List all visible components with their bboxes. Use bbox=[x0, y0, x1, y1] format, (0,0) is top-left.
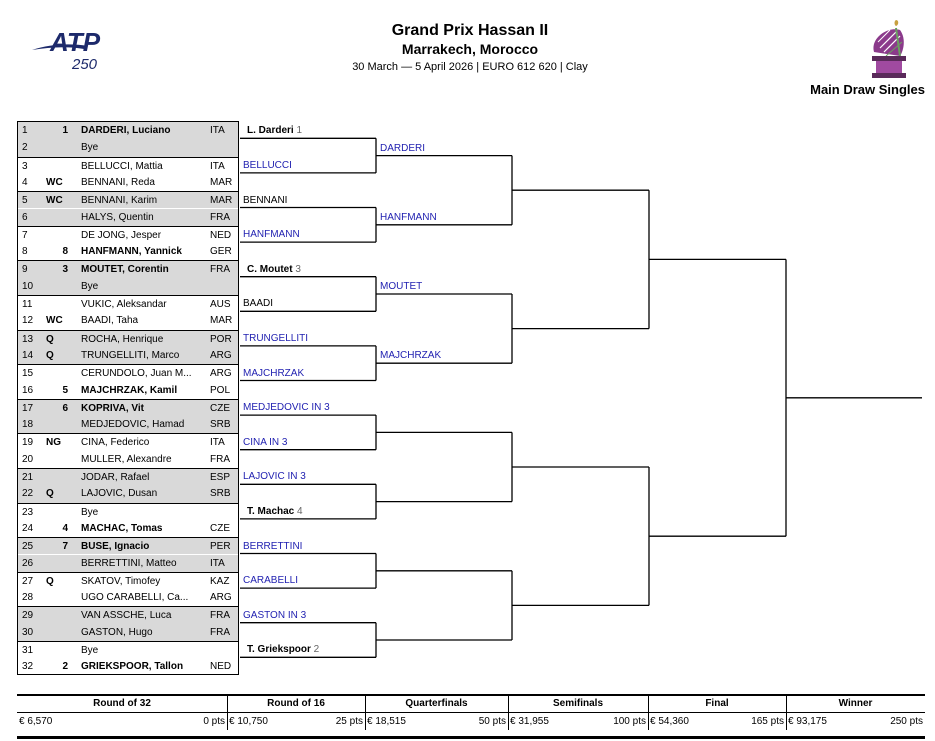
player-name: Bye bbox=[81, 142, 99, 154]
prize-round-header: Winner bbox=[838, 698, 873, 709]
tournament-location: Marrakech, Morocco bbox=[401, 41, 539, 57]
draw-entry-row bbox=[18, 122, 238, 139]
draw-entry-row bbox=[18, 399, 238, 416]
winner-name: T. Griekspoor bbox=[247, 644, 311, 656]
winner-name: BAADI bbox=[243, 298, 274, 310]
tournament-title: Grand Prix Hassan II bbox=[391, 22, 549, 39]
entry-status: WC bbox=[46, 195, 63, 207]
draw-entry-row bbox=[18, 555, 238, 572]
player-country: FRA bbox=[210, 626, 230, 638]
player-country: ITA bbox=[210, 125, 225, 136]
round-of-16-entry bbox=[243, 298, 273, 309]
winner-name: C. Moutet bbox=[247, 263, 293, 275]
draw-position: 31 bbox=[22, 645, 34, 656]
draw-position: 3 bbox=[22, 160, 28, 172]
draw-entry-row bbox=[18, 330, 238, 347]
player-name: MACHAC, Tomas bbox=[81, 522, 163, 534]
prize-money: € 31,955 bbox=[510, 716, 549, 727]
seed-number: 3 bbox=[62, 264, 68, 276]
player-name: SKATOV, Timofey bbox=[81, 575, 161, 587]
ranking-points: 165 pts bbox=[751, 716, 784, 727]
player-country: ARG bbox=[210, 349, 232, 361]
player-name: CINA, Federico bbox=[81, 437, 150, 449]
player-name: Bye bbox=[81, 280, 99, 292]
prize-round-header: Semifinals bbox=[552, 698, 604, 709]
draw-position: 12 bbox=[22, 315, 34, 327]
draw-position: 13 bbox=[22, 333, 34, 345]
draw-position: 7 bbox=[22, 229, 28, 241]
trophy-icon bbox=[866, 16, 914, 80]
draw-position: 15 bbox=[22, 368, 34, 380]
draw-entry-row bbox=[18, 347, 238, 364]
player-country: POR bbox=[210, 333, 232, 345]
winner-name: LAJOVIC IN 3 bbox=[243, 471, 306, 483]
entry-status: WC bbox=[46, 176, 63, 188]
draw-entry-row bbox=[18, 433, 238, 450]
ranking-points: 50 pts bbox=[478, 716, 506, 727]
player-name: TRUNGELLITI, Marco bbox=[81, 349, 180, 361]
round-of-16-entry bbox=[243, 610, 306, 621]
round-of-16-entry bbox=[243, 437, 287, 448]
draw-type-label: Main Draw Singles bbox=[810, 82, 925, 97]
round-of-16-entry bbox=[243, 541, 302, 552]
quarterfinal-entry bbox=[380, 143, 425, 154]
draw-position: 17 bbox=[22, 402, 34, 414]
draw-entry-row bbox=[18, 278, 238, 295]
draw-entry-row bbox=[18, 364, 238, 381]
entry-status: Q bbox=[46, 349, 54, 361]
winner-name: GASTON IN 3 bbox=[243, 609, 307, 621]
player-name: JODAR, Rafael bbox=[81, 472, 150, 483]
player-name: GRIEKSPOOR, Tallon bbox=[81, 661, 184, 673]
player-country: PER bbox=[210, 541, 231, 553]
seed-number: 4 bbox=[62, 522, 68, 534]
player-country: POL bbox=[210, 384, 231, 396]
player-name: MAJCHRZAK, Kamil bbox=[81, 384, 178, 396]
prize-money: € 54,360 bbox=[650, 716, 689, 727]
player-name: UGO CARABELLI, Ca... bbox=[81, 592, 189, 604]
entry-status: Q bbox=[46, 333, 54, 345]
player-country: GER bbox=[210, 246, 232, 258]
prize-column-divider bbox=[365, 696, 366, 730]
prize-round-header: Round of 32 bbox=[93, 698, 151, 709]
prize-column-divider bbox=[786, 696, 787, 730]
draw-table bbox=[17, 121, 239, 675]
player-country: FRA bbox=[210, 264, 230, 276]
player-name: GASTON, Hugo bbox=[81, 626, 153, 638]
player-country: MAR bbox=[210, 195, 233, 207]
draw-position: 1 bbox=[22, 125, 28, 136]
seed-number: 7 bbox=[62, 541, 68, 553]
player-name: CERUNDOLO, Juan M... bbox=[81, 368, 192, 380]
prize-money: € 6,570 bbox=[19, 716, 53, 727]
ranking-points: 250 pts bbox=[890, 716, 923, 727]
player-country: NED bbox=[210, 661, 232, 673]
winner-name: CARABELLI bbox=[243, 575, 299, 587]
winner-seed: 4 bbox=[294, 505, 303, 517]
prize-round-header: Quarterfinals bbox=[405, 698, 468, 709]
entry-status: Q bbox=[46, 575, 54, 587]
player-country: ARG bbox=[210, 368, 232, 380]
draw-position: 8 bbox=[22, 246, 28, 258]
winner-name: HANFMANN bbox=[380, 211, 437, 223]
winner-name: BENNANI bbox=[243, 194, 288, 206]
draw-entry-row bbox=[18, 624, 238, 641]
draw-entry-row bbox=[18, 451, 238, 468]
player-country: FRA bbox=[210, 211, 230, 223]
player-country: ITA bbox=[210, 437, 225, 449]
draw-position: 14 bbox=[22, 349, 34, 361]
draw-position: 20 bbox=[22, 453, 34, 465]
winner-name: L. Darderi bbox=[247, 125, 294, 137]
prize-column-divider bbox=[227, 696, 228, 730]
draw-entry-row bbox=[18, 416, 238, 433]
draw-position: 21 bbox=[22, 472, 34, 483]
seed-number: 5 bbox=[62, 384, 68, 396]
draw-entry-row bbox=[18, 243, 238, 260]
player-country: FRA bbox=[210, 453, 230, 465]
player-country: SRB bbox=[210, 419, 231, 431]
draw-position: 25 bbox=[22, 541, 34, 553]
player-name: BELLUCCI, Mattia bbox=[81, 160, 163, 172]
seed-number: 1 bbox=[62, 125, 68, 136]
draw-position: 22 bbox=[22, 488, 34, 500]
winner-seed: 2 bbox=[310, 644, 320, 656]
winner-name: T. Machac bbox=[247, 505, 295, 517]
draw-entry-row bbox=[18, 572, 238, 589]
seed-number: 8 bbox=[62, 246, 68, 258]
ranking-points: 25 pts bbox=[335, 716, 363, 727]
player-name: LAJOVIC, Dusan bbox=[81, 488, 158, 500]
player-name: DARDERI, Luciano bbox=[81, 125, 171, 136]
winner-name: MEDJEDOVIC IN 3 bbox=[243, 402, 330, 414]
player-name: BENNANI, Karim bbox=[81, 195, 158, 207]
player-name: MEDJEDOVIC, Hamad bbox=[81, 419, 185, 431]
round-of-16-entry bbox=[243, 160, 292, 171]
player-country: CZE bbox=[210, 522, 230, 534]
winner-name: MAJCHRZAK bbox=[380, 350, 442, 362]
winner-name: BERRETTINI bbox=[243, 540, 303, 552]
quarterfinal-entry bbox=[380, 281, 422, 292]
player-country: ESP bbox=[210, 472, 231, 483]
player-country: SRB bbox=[210, 488, 231, 500]
round-of-16-entry bbox=[243, 333, 308, 344]
entry-status: NG bbox=[46, 437, 61, 449]
draw-position: 16 bbox=[22, 384, 34, 396]
winner-name: BELLUCCI bbox=[243, 159, 292, 171]
draw-entry-row bbox=[18, 191, 238, 208]
draw-position: 18 bbox=[22, 419, 34, 431]
winner-name: TRUNGELLITI bbox=[243, 332, 309, 344]
draw-position: 19 bbox=[22, 437, 34, 449]
entry-status: WC bbox=[46, 315, 63, 327]
player-country: ARG bbox=[210, 592, 232, 604]
winner-seed: 3 bbox=[292, 263, 301, 275]
player-name: BUSE, Ignacio bbox=[81, 541, 150, 553]
draw-position: 9 bbox=[22, 264, 28, 276]
draw-position: 28 bbox=[22, 592, 34, 604]
draw-position: 2 bbox=[22, 142, 28, 154]
prize-column-divider bbox=[648, 696, 649, 730]
round-of-16-entry bbox=[247, 125, 302, 136]
player-name: BAADI, Taha bbox=[81, 315, 139, 327]
draw-entry-row bbox=[18, 226, 238, 243]
player-country: FRA bbox=[210, 610, 230, 622]
atp-250-logo bbox=[30, 24, 120, 74]
draw-position: 11 bbox=[22, 299, 33, 310]
player-country: ITA bbox=[210, 557, 225, 569]
ranking-points: 100 pts bbox=[613, 716, 646, 727]
prize-money: € 93,175 bbox=[788, 716, 827, 727]
player-name: BENNANI, Reda bbox=[81, 176, 155, 188]
prize-column-divider bbox=[508, 696, 509, 730]
draw-entry-row bbox=[18, 312, 238, 329]
draw-entry-row bbox=[18, 520, 238, 537]
round-of-16-entry bbox=[243, 195, 287, 206]
draw-position: 6 bbox=[22, 211, 28, 223]
draw-position: 10 bbox=[22, 280, 34, 292]
draw-position: 26 bbox=[22, 557, 34, 569]
draw-position: 4 bbox=[22, 176, 28, 188]
player-name: VAN ASSCHE, Luca bbox=[81, 610, 172, 622]
quarterfinal-entry bbox=[380, 350, 441, 361]
draw-entry-row bbox=[18, 606, 238, 623]
player-country: ITA bbox=[210, 160, 225, 172]
draw-entry-row bbox=[18, 468, 238, 485]
draw-entry-row bbox=[18, 174, 238, 191]
round-of-16-entry bbox=[243, 368, 304, 379]
atp-logo-250: 250 bbox=[72, 56, 98, 73]
player-name: KOPRIVA, Vit bbox=[81, 402, 144, 414]
player-name: HALYS, Quentin bbox=[81, 211, 154, 223]
draw-position: 27 bbox=[22, 575, 34, 587]
winner-name: DARDERI bbox=[380, 142, 426, 154]
draw-entry-row bbox=[18, 295, 238, 312]
player-name: Bye bbox=[81, 645, 99, 656]
player-name: HANFMANN, Yannick bbox=[81, 246, 182, 258]
draw-entry-row bbox=[18, 157, 238, 174]
draw-position: 32 bbox=[22, 661, 34, 673]
draw-entry-row bbox=[18, 382, 238, 399]
round-of-16-entry bbox=[243, 402, 330, 413]
winner-name: HANFMANN bbox=[243, 229, 300, 241]
draw-entry-row bbox=[18, 641, 238, 658]
player-country: CZE bbox=[210, 402, 230, 414]
prize-money: € 10,750 bbox=[229, 716, 268, 727]
winner-seed: 1 bbox=[293, 125, 303, 137]
round-of-16-entry bbox=[247, 264, 301, 275]
entry-status: Q bbox=[46, 488, 54, 500]
draw-position: 5 bbox=[22, 195, 28, 207]
draw-entry-row bbox=[18, 503, 238, 520]
draw-entry-row bbox=[18, 209, 238, 226]
draw-entry-row bbox=[18, 589, 238, 606]
round-of-16-entry bbox=[247, 506, 303, 517]
prize-money: € 18,515 bbox=[367, 716, 406, 727]
draw-position: 29 bbox=[22, 610, 34, 622]
player-country: KAZ bbox=[210, 575, 230, 587]
round-of-16-entry bbox=[243, 471, 306, 482]
prize-round-header: Final bbox=[705, 698, 729, 709]
player-country: MAR bbox=[210, 176, 233, 188]
player-name: MULLER, Alexandre bbox=[81, 453, 172, 465]
seed-number: 6 bbox=[62, 402, 68, 414]
ranking-points: 0 pts bbox=[203, 716, 225, 727]
draw-position: 24 bbox=[22, 522, 34, 534]
tournament-details: 30 March — 5 April 2026 | EURO 612 620 | Clay bbox=[352, 61, 588, 73]
player-name: MOUTET, Corentin bbox=[81, 264, 169, 276]
quarterfinal-entry bbox=[380, 212, 437, 223]
seed-number: 2 bbox=[62, 661, 68, 673]
round-of-16-entry bbox=[243, 575, 298, 586]
winner-name: MAJCHRZAK bbox=[243, 367, 305, 379]
player-name: ROCHA, Henrique bbox=[81, 333, 164, 345]
draw-entry-row bbox=[18, 537, 238, 554]
player-country: NED bbox=[210, 229, 232, 241]
player-country: MAR bbox=[210, 315, 233, 327]
winner-name: MOUTET bbox=[380, 281, 423, 292]
player-name: BERRETTINI, Matteo bbox=[81, 557, 177, 569]
atp-logo-text: ATP bbox=[50, 27, 101, 57]
winner-name: CINA IN 3 bbox=[243, 436, 288, 448]
player-name: DE JONG, Jesper bbox=[81, 229, 162, 241]
draw-entry-row bbox=[18, 485, 238, 502]
draw-entry-row bbox=[18, 139, 238, 156]
draw-position: 30 bbox=[22, 626, 34, 638]
player-name: VUKIC, Aleksandar bbox=[81, 299, 167, 310]
round-of-16-entry bbox=[243, 229, 300, 240]
prize-round-header: Round of 16 bbox=[267, 698, 325, 709]
draw-position: 23 bbox=[22, 506, 34, 518]
player-name: Bye bbox=[81, 506, 99, 518]
draw-entry-row bbox=[18, 658, 238, 675]
player-country: AUS bbox=[210, 299, 231, 310]
draw-entry-row bbox=[18, 260, 238, 277]
round-of-16-entry bbox=[247, 644, 319, 655]
